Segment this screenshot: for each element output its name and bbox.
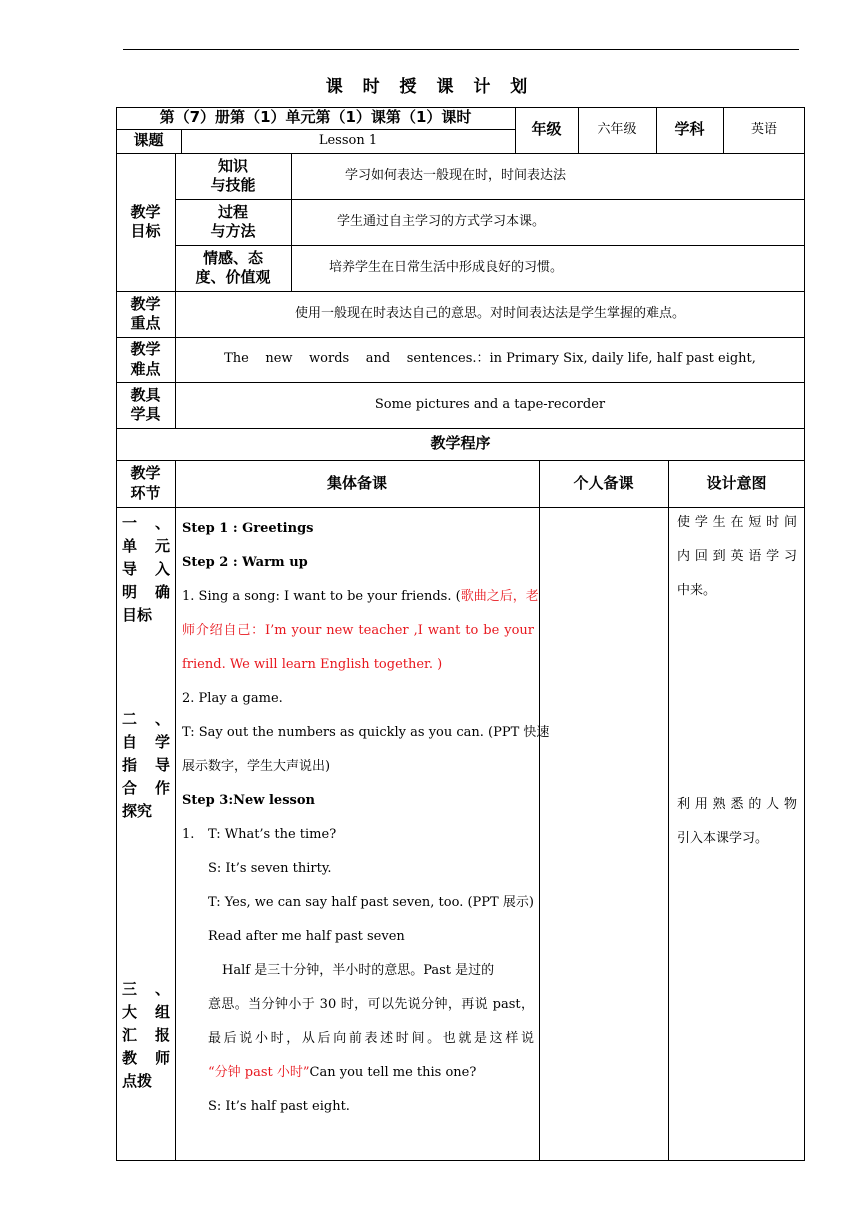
step-heading: Step 2 : Warm up [182, 555, 308, 570]
design-intent [677, 788, 797, 856]
materials-label-line: 学具 [130, 405, 161, 423]
stage-label-line: 探究 [122, 802, 153, 820]
list-number: 1. [182, 827, 195, 842]
intent-line: 利用熟悉的人物 [677, 797, 797, 812]
plan-line: 展示数字，学生大声说出) [182, 759, 331, 774]
stage-label-line: 单 元 [122, 537, 170, 555]
topic-value: Lesson 1 [318, 132, 378, 148]
objective-name [175, 199, 291, 245]
plan-line: 2. Play a game. [182, 691, 283, 706]
topic-label: 课题 [133, 131, 164, 150]
stage-label-line: 三 、 [122, 980, 170, 998]
col-divider [668, 460, 669, 1161]
subject-value: 英语 [750, 121, 777, 137]
grade-label: 年级 [531, 120, 562, 139]
stage-label-line: 教 师 [122, 1049, 170, 1067]
difficulties-label-line: 教学 [130, 340, 161, 358]
stage-label-line: 大 组 [122, 1003, 170, 1021]
stage-label-line: 导 入 [122, 560, 170, 578]
stage-label-line: 自 学 [122, 733, 170, 751]
plan-line [182, 1056, 534, 1090]
key-points-label-line: 重点 [130, 314, 161, 332]
key-points-label [116, 291, 175, 337]
col-header-stage-line: 教学 [130, 464, 161, 482]
stage-label-line: 合 作 [122, 779, 170, 797]
group-plan-content [182, 512, 550, 1124]
objective-name-line: 过程 [217, 202, 248, 221]
objective-name-line: 情感、态 [202, 248, 263, 267]
col-divider [539, 460, 540, 1161]
plan-text: 1. Sing a song: I want to be your friends. ( [182, 589, 461, 604]
objectives-label-line: 目标 [130, 222, 161, 240]
objective-name-line: 知识 [217, 156, 248, 175]
difficulties-content: The new words and sentences.：in Primary Six, daily life, half past eight, [224, 351, 756, 367]
objective-name-line: 与方法 [210, 222, 256, 240]
plan-line: Read after me half past seven [208, 929, 405, 944]
step-heading: Step 1 : Greetings [182, 521, 314, 536]
plan-text: Can you tell me this one? [309, 1065, 477, 1080]
plan-line: S: It’s half past eight. [208, 1099, 350, 1114]
grade-value: 六年级 [597, 121, 637, 137]
objective-content: 培养学生在日常生活中形成良好的习惯。 [329, 259, 564, 275]
difficulties-label-line: 难点 [130, 359, 161, 378]
plan-line: 最后说小时，从后向前表述时间。也就是这样说 [208, 1031, 534, 1046]
plan-text-red: 歌曲之后，老 [460, 589, 539, 604]
col-header-personal: 个人备课 [573, 473, 634, 492]
course-info: 第（7）册第（1）单元第（1）课第（1）课时 [159, 108, 472, 127]
materials-label [116, 382, 175, 428]
materials-content: Some pictures and a tape-recorder [374, 396, 606, 412]
key-points-label-line: 教学 [130, 294, 161, 313]
header-rule [123, 49, 799, 50]
objective-content: 学生通过自主学习的方式学习本课。 [337, 213, 546, 229]
procedure-heading: 教学程序 [430, 434, 491, 453]
plan-line: T: Yes, we can say half past seven, too. (PPT 展示) [208, 895, 534, 910]
objective-name [175, 245, 291, 291]
key-points-content: 使用一般现在时表达自己的意思。对时间表达法是学生掌握的难点。 [294, 305, 685, 321]
subject-label: 学科 [674, 120, 705, 139]
difficulties-label [116, 337, 175, 382]
col-header-group: 集体备课 [326, 473, 387, 492]
plan-line: T: Say out the numbers as quickly as you can. (PPT 快速 [182, 725, 550, 740]
col-header-stage-line: 环节 [130, 483, 161, 502]
plan-line: S: It’s seven thirty. [208, 861, 332, 876]
stage-label [122, 708, 170, 823]
plan-line [182, 818, 534, 852]
plan-line: Half 是三十分钟，半小时的意思。Past 是过的 [222, 963, 495, 978]
objective-name-line: 与技能 [210, 176, 256, 194]
objective-name-line: 度、价值观 [195, 268, 271, 286]
intent-line: 引入本课学习。 [677, 831, 769, 846]
stage-label-line: 一 、 [122, 514, 170, 532]
page-title: 课 时 授 课 计 划 [325, 77, 535, 97]
col-divider [175, 460, 176, 1161]
stage-label-line: 点拨 [122, 1072, 153, 1090]
objective-content: 学习如何表达一般现在时，时间表达法 [345, 167, 567, 183]
stage-label-line: 目标 [122, 606, 153, 624]
plan-line: 意思。当分钟小于 30 时，可以先说分钟，再说 past， [208, 997, 534, 1012]
design-intent [677, 506, 797, 608]
stage-label-line: 二 、 [122, 710, 170, 728]
plan-line [182, 580, 539, 614]
stage-label-line: 汇 报 [122, 1026, 170, 1044]
materials-label-line: 教具 [130, 385, 161, 404]
stage-label-line: 指 导 [122, 756, 170, 774]
plan-line: 师介绍自己：I’m your new teacher ,I want to be your [182, 623, 534, 638]
plan-text-red: “分钟 past 小时” [208, 1065, 310, 1080]
stage-label [122, 978, 170, 1093]
intent-line: 使学生在短时间 [677, 515, 797, 530]
col-divider [291, 153, 292, 291]
step-heading: Step 3:New lesson [182, 793, 315, 808]
col-header-stage [116, 460, 175, 507]
intent-line: 内回到英语学习 [677, 549, 797, 564]
plan-text: T: What’s the time? [208, 827, 337, 842]
plan-line: friend. We will learn English together. ) [182, 657, 443, 672]
col-header-intent: 设计意图 [706, 473, 767, 492]
objective-name [175, 153, 291, 199]
intent-line: 中来。 [677, 583, 717, 598]
stage-label [122, 512, 170, 627]
objectives-label [116, 153, 175, 291]
objectives-label-line: 教学 [130, 202, 161, 221]
stage-label-line: 明 确 [122, 583, 170, 601]
